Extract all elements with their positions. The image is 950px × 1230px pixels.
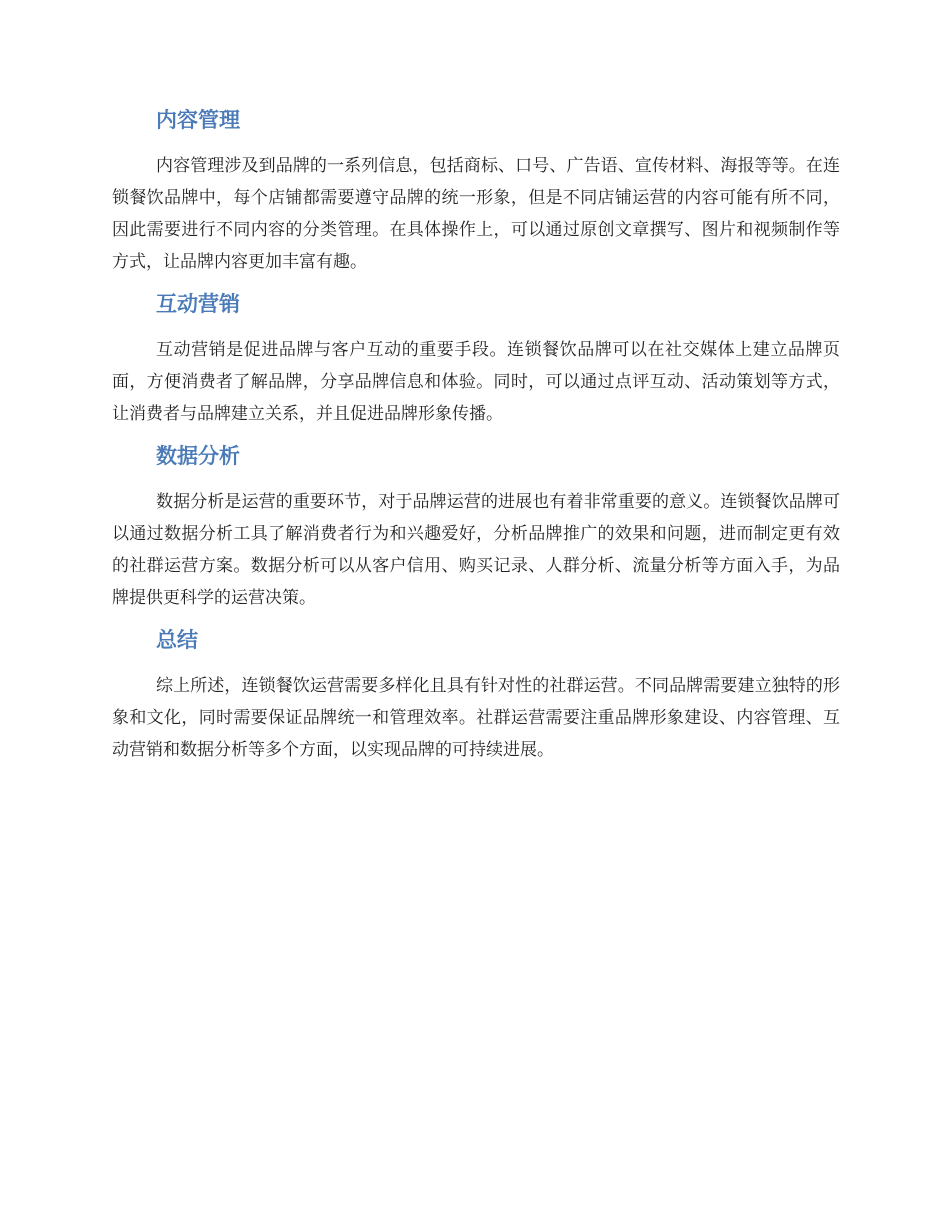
section-paragraph: 互动营销是促进品牌与客户互动的重要手段。连锁餐饮品牌可以在社交媒体上建立品牌页面，方便消费者了解品牌，分享品牌信息和体验。同时，可以通过点评互动、活动策划等方式，让消费者与品牌建立关系，并且促进品牌形象传播。 [112,340,840,424]
document-content [112,104,840,776]
section-content-management [112,104,840,278]
section-heading: 内容管理 [156,108,240,132]
section-paragraph: 数据分析是运营的重要环节，对于品牌运营的进展也有着非常重要的意义。连锁餐饮品牌可以通过数据分析工具了解消费者行为和兴趣爱好，分析品牌推广的效果和问题，进而制定更有效的社群运营方案。数据分析可以从客户信用、购买记录、人群分析、流量分析等方面入手，为品牌提供更科学的运营决策。 [112,492,840,608]
section-data-analysis [112,440,840,614]
section-heading: 数据分析 [156,444,240,468]
section-interactive-marketing [112,288,840,430]
section-heading: 总结 [156,628,198,652]
section-paragraph: 综上所述，连锁餐饮运营需要多样化且具有针对性的社群运营。不同品牌需要建立独特的形象和文化，同时需要保证品牌统一和管理效率。社群运营需要注重品牌形象建设、内容管理、互动营销和数据分析等多个方面，以实现品牌的可持续进展。 [112,676,840,760]
section-summary [112,624,840,766]
section-heading: 互动营销 [156,292,240,316]
section-paragraph: 内容管理涉及到品牌的一系列信息，包括商标、口号、广告语、宣传材料、海报等等。在连锁餐饮品牌中，每个店铺都需要遵守品牌的统一形象，但是不同店铺运营的内容可能有所不同，因此需要进行不同内容的分类管理。在具体操作上，可以通过原创文章撰写、图片和视频制作等方式，让品牌内容更加丰富有趣。 [112,156,840,272]
